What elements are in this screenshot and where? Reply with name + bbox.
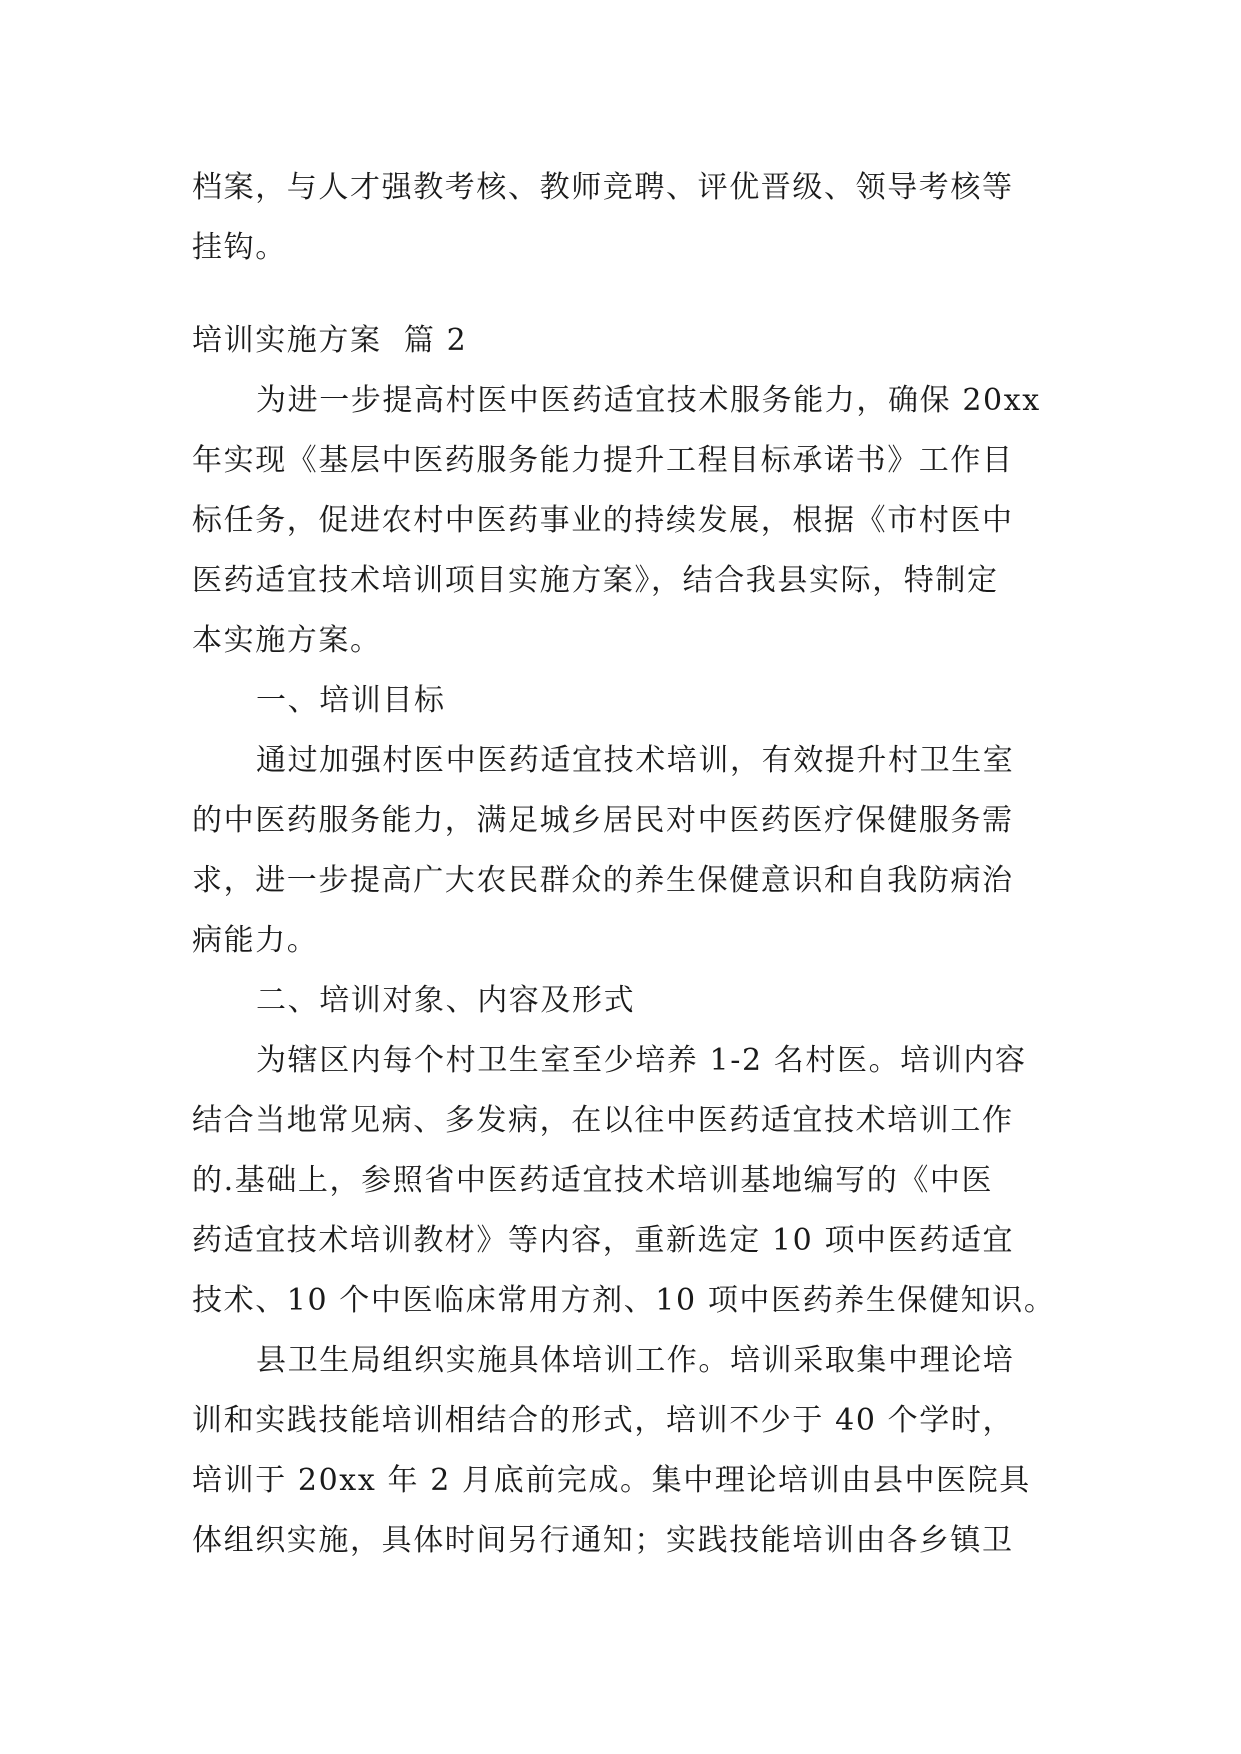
intro-line-5: 本实施方案。	[192, 623, 382, 658]
heading-training-goal: 一、培训目标	[256, 683, 446, 718]
implementation-line-3: 培训于 20xx 年 2 月底前完成。集中理论培训由县中医院具	[192, 1463, 1031, 1498]
goal-line-3: 求，进一步提高广大农民群众的养生保健意识和自我防病治	[192, 863, 1014, 898]
heading-training-content: 二、培训对象、内容及形式	[256, 983, 636, 1018]
implementation-line-1: 县卫生局组织实施具体培训工作。培训采取集中理论培	[256, 1343, 1015, 1378]
document-page	[192, 158, 1056, 1571]
intro-line-3: 标任务，促进农村中医药事业的持续发展，根据《市村医中	[192, 503, 1014, 538]
carryover-line-1: 档案，与人才强教考核、教师竞聘、评优晋级、领导考核等	[192, 170, 1014, 205]
content-line-3: 的.基础上，参照省中医药适宜技术培训基地编写的《中医	[192, 1163, 994, 1198]
intro-line-4: 医药适宜技术培训项目实施方案》，结合我县实际，特制定	[192, 563, 999, 598]
carryover-line-2: 挂钩。	[192, 230, 287, 265]
goal-line-1: 通过加强村医中医药适宜技术培训，有效提升村卫生室	[256, 743, 1015, 778]
section-title: 培训实施方案 篇 2	[192, 323, 468, 358]
implementation-line-4: 体组织实施，具体时间另行通知；实践技能培训由各乡镇卫	[192, 1523, 1014, 1558]
content-line-2: 结合当地常见病、多发病，在以往中医药适宜技术培训工作	[192, 1103, 1014, 1138]
implementation-line-2: 训和实践技能培训相结合的形式，培训不少于 40 个学时，	[192, 1403, 1015, 1438]
goal-line-4: 病能力。	[192, 923, 319, 958]
section-gap	[192, 278, 1052, 311]
content-line-1: 为辖区内每个村卫生室至少培养 1-2 名村医。培训内容	[256, 1043, 1027, 1078]
intro-line-2: 年实现《基层中医药服务能力提升工程目标承诺书》工作目	[192, 443, 1014, 478]
content-line-5: 技术、10 个中医临床常用方剂、10 项中医药养生保健知识。	[192, 1283, 1056, 1318]
goal-line-2: 的中医药服务能力，满足城乡居民对中医药医疗保健服务需	[192, 803, 1014, 838]
intro-line-1: 为进一步提高村医中医药适宜技术服务能力，确保 20xx	[256, 383, 1041, 418]
content-line-4: 药适宜技术培训教材》等内容，重新选定 10 项中医药适宜	[192, 1223, 1015, 1258]
